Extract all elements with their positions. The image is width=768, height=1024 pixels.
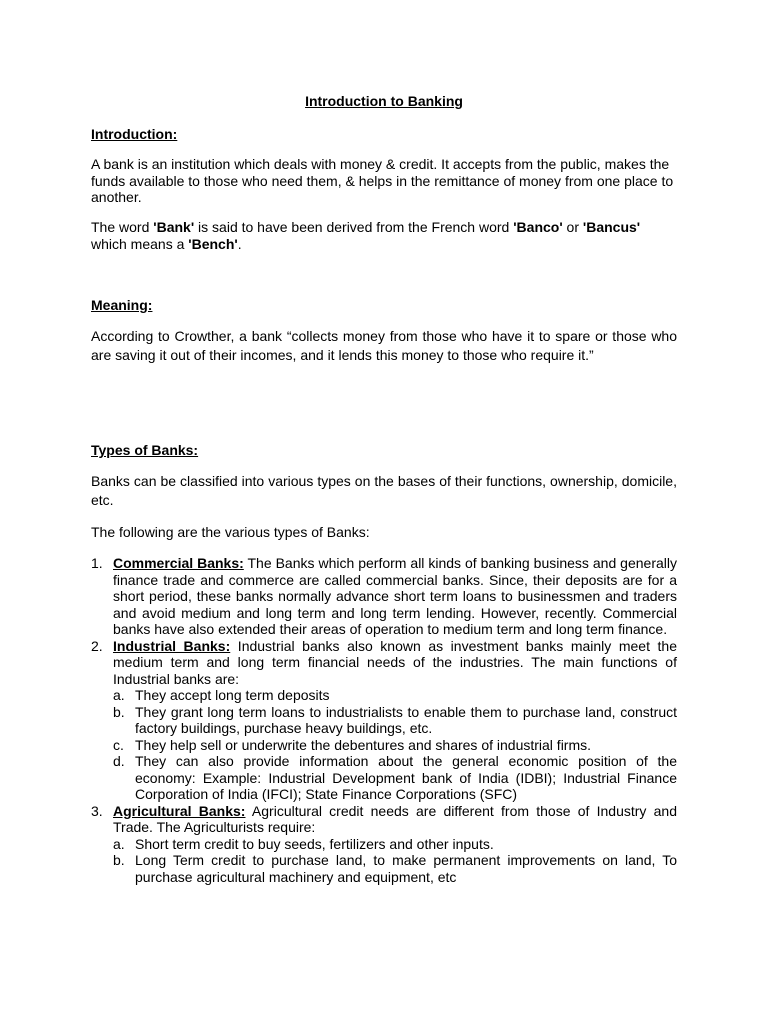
bank-types-list: [91, 555, 677, 885]
list-number: 1.: [91, 555, 103, 571]
sub-list-letter: b.: [113, 852, 125, 868]
list-item-commercial-banks: [91, 555, 677, 638]
sub-list-text: Long Term credit to purchase land, to make permanent improvements on land, To purchase agricultural machinery and equipment, etc: [135, 852, 677, 885]
sub-list-item: [113, 687, 677, 704]
list-text: Agricultural credit needs are different from those of Industry and Trade. The Agriculturists require:: [113, 802, 678, 835]
sub-list-text: They can also provide information about the general economic position of the economy: Example: Industrial Development bank of India (IDBI); Industrial Finance Corporation of India (IFCI); State Finance Corporations (SFC): [135, 753, 677, 802]
introduction-heading: Introduction:: [91, 126, 178, 142]
sub-list-letter: a.: [113, 835, 125, 852]
list-text: Industrial banks also known as investment banks mainly meet the medium term and long term financial needs of the industries. The main functions of Industrial banks are:: [113, 637, 677, 687]
sub-list-item: [113, 704, 677, 737]
sub-list-item: [113, 836, 677, 853]
list-term: Commercial Banks:: [113, 555, 244, 571]
list-item-industrial-banks: [91, 638, 677, 803]
list-term: Agricultural Banks:: [113, 802, 246, 819]
types-heading: Types of Banks:: [91, 442, 199, 458]
list-number: 3.: [91, 802, 103, 819]
list-term: Industrial Banks:: [113, 637, 231, 654]
term-banco: 'Banco': [513, 219, 563, 235]
document-title: Introduction to Banking: [305, 93, 463, 109]
sub-list-text: They grant long term loans to industrialists to enable them to purchase land, construct factory buildings, purchase heavy buildings, etc.: [135, 703, 677, 736]
types-intro-paragraph: Banks can be classified into various types on the bases of their functions, ownership, domicile, etc.: [91, 473, 677, 508]
text-run: The word: [91, 219, 154, 235]
text-run: which means a: [91, 235, 189, 252]
sub-list-letter: b.: [113, 703, 125, 720]
text-run: .: [237, 235, 242, 252]
sub-list-letter: d.: [113, 753, 125, 769]
text-run: is said to have been derived from the French word: [194, 219, 514, 235]
sub-list-letter: c.: [113, 736, 124, 753]
term-bank: 'Bank': [153, 219, 195, 235]
list-item-agricultural-banks: [91, 803, 677, 886]
term-bench: 'Bench': [188, 235, 238, 252]
introduction-paragraph: A bank is an institution which deals with money & credit. It accepts from the public, makes the funds available to those who need them, & helps in the remittance of money from one place to another.: [91, 156, 674, 205]
text-run: or: [562, 219, 583, 235]
list-number: 2.: [91, 637, 103, 654]
list-text: The Banks which perform all kinds of banking business and generally finance trade and commerce are called commercial banks. Since, their deposits are for a short period, these banks normally advance short term loans to businessmen and traders and avoid medium and long term and long term lending. However, recently. Commercial banks have also extended their areas of operation to medium term and long term finance.: [113, 555, 677, 637]
industrial-functions-list: [113, 687, 677, 803]
sub-list-letter: a.: [113, 687, 125, 703]
term-bancus: 'Bancus': [582, 219, 641, 235]
agricultural-needs-list: [113, 836, 677, 886]
bank-origin-paragraph: [91, 219, 677, 252]
sub-list-item: [113, 852, 677, 885]
meaning-paragraph: According to Crowther, a bank “collects money from those who have it to spare or those who are saving it out of their incomes, and it lends this money to those who require it.”: [91, 328, 677, 363]
sub-list-text: Short term credit to buy seeds, fertilizers and other inputs.: [135, 835, 494, 852]
meaning-heading: Meaning:: [91, 297, 153, 313]
sub-list-item: [113, 737, 677, 754]
sub-list-text: They help sell or underwrite the debentures and shares of industrial firms.: [135, 736, 592, 753]
sub-list-text: They accept long term deposits: [135, 687, 330, 703]
types-list-intro: The following are the various types of Banks:: [91, 524, 370, 540]
sub-list-item: [113, 753, 677, 803]
